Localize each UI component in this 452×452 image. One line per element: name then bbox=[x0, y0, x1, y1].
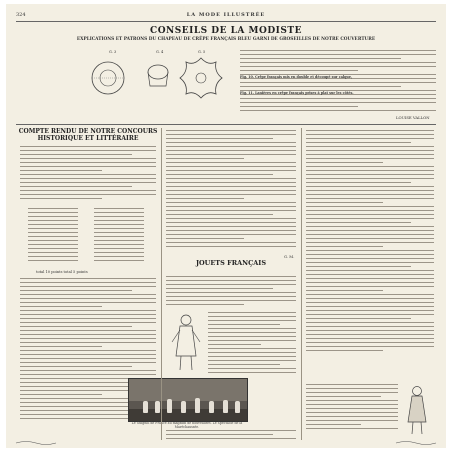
bottom-ornament bbox=[6, 440, 446, 446]
photo-figure bbox=[235, 401, 240, 413]
publication-name: LA MODE ILLUSTRÉE bbox=[186, 12, 266, 18]
right-bottom-text bbox=[306, 384, 398, 440]
toy-shop-photo bbox=[128, 378, 248, 422]
right-column-text bbox=[306, 130, 434, 382]
main-article-title: CONSEILS DE LA MODISTE bbox=[150, 26, 302, 36]
page-header bbox=[16, 10, 436, 20]
magazine-page bbox=[6, 4, 446, 448]
pattern-figure-ring bbox=[92, 62, 124, 94]
pattern-figure-crown bbox=[148, 65, 168, 86]
page-number: 324 bbox=[16, 12, 26, 18]
jouets-side-text bbox=[208, 312, 296, 376]
concours-answer-table bbox=[28, 208, 152, 270]
middle-column-text bbox=[166, 130, 296, 254]
photo-figure bbox=[143, 401, 148, 413]
pattern-figure-flower bbox=[180, 58, 222, 98]
table-column-left bbox=[28, 208, 78, 266]
column-divider bbox=[301, 128, 302, 440]
concours-title: COMPTE RENDU DE NOTRE CONCOURS HISTORIQUE ET LITTÉRAIRE bbox=[18, 128, 158, 142]
photo-figure bbox=[209, 401, 214, 413]
main-article-signature: LOUISE VALLON bbox=[396, 115, 430, 120]
concours-intro-text bbox=[20, 146, 156, 204]
photo-figure bbox=[195, 398, 200, 413]
hat-pattern-figures bbox=[80, 54, 230, 110]
section-rule bbox=[16, 124, 436, 125]
photo-figure bbox=[181, 401, 186, 413]
highlight-fig-10: Fig. 10. Crêpe français mis en double et découpé sur calque, bbox=[240, 75, 353, 79]
figure-label-3: G. 3 bbox=[109, 50, 117, 54]
right-article-signature: G. M. bbox=[284, 254, 295, 259]
figure-label-4: G. 4 bbox=[156, 50, 164, 54]
figure-label-5: G. 5 bbox=[198, 50, 206, 54]
main-article-text bbox=[240, 50, 436, 120]
photo-figure bbox=[155, 401, 160, 413]
highlight-fig-11: Fig. 11. Lanières en crêpe français prises à plat sur les côtés. bbox=[240, 91, 354, 95]
header-rule bbox=[16, 21, 436, 22]
jouets-intro-text bbox=[166, 276, 296, 310]
column-divider bbox=[161, 128, 162, 440]
jouets-title: JOUETS FRANÇAIS bbox=[195, 259, 267, 267]
photo-backdrop bbox=[129, 379, 247, 401]
photo-figure bbox=[223, 400, 228, 413]
doll-illustration bbox=[166, 312, 206, 376]
doll-figure-right bbox=[402, 384, 432, 438]
photo-caption: Le Guignol de France au magasin de nouveautés. Le Spectacle de la Maréchaussée. bbox=[131, 421, 243, 429]
table-note: total 10 points total 5 points bbox=[36, 270, 88, 274]
table-column-right bbox=[94, 208, 144, 266]
main-article-subtitle: EXPLICATIONS ET PATRONS DU CHAPEAU DE CRÊPE FRANÇAIS BLEU GARNI DE GROSEILLES DE NOTRE COUVERTURE bbox=[76, 37, 376, 42]
photo-figure bbox=[167, 399, 172, 413]
